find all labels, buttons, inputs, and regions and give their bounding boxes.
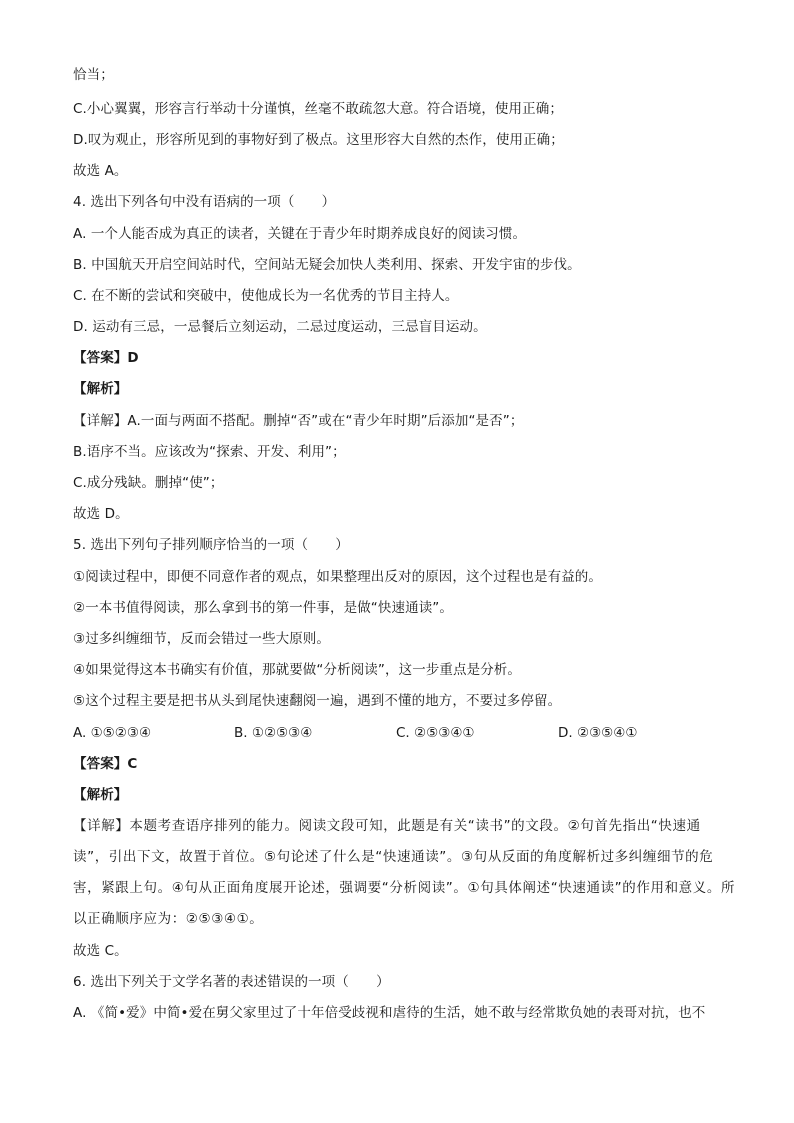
option-b: B. ①②⑤③④: [234, 725, 313, 741]
sentence-4: ④如果觉得这本书确实有价值，那就要做“分析阅读”，这一步重点是分析。: [73, 662, 521, 678]
text-line: 故选 D。: [73, 506, 129, 522]
option-d: D. 运动有三忌，一忌餐后立刻运动，二忌过度运动，三忌盲目运动。: [73, 319, 487, 335]
option-b: B. 中国航天开启空间站时代，空间站无疑会加快人类利用、探索、开发宇宙的步伐。: [73, 257, 581, 273]
text-line: C.小心翼翼，形容言行举动十分谨慎，丝毫不敢疏忽大意。符合语境，使用正确；: [73, 101, 563, 117]
analysis-label: 【解析】: [73, 381, 128, 397]
text-line: 故选 A。: [73, 163, 128, 179]
option-a: A. 《简•爱》中简•爱在舅父家里过了十年倍受歧视和虐待的生活，她不敢与经常欺负她的表哥对抗，也不: [73, 1005, 706, 1021]
answer-label: 【答案】D: [73, 350, 139, 366]
option-a: A. ①⑤②③④: [73, 725, 152, 741]
question-4-stem: 4. 选出下列各句中没有语病的一项（ ）: [73, 194, 336, 210]
sentence-5: ⑤这个过程主要是把书从头到尾快速翻阅一遍，遇到不懂的地方，不要过多停留。: [73, 693, 562, 709]
text-line: 故选 C。: [73, 943, 128, 959]
question-6-stem: 6. 选出下列关于文学名著的表述错误的一项（ ）: [73, 974, 390, 990]
text-line: D.叹为观止，形容所见到的事物好到了极点。这里形容大自然的杰作，使用正确；: [73, 132, 564, 148]
detail-line: 【详解】A.一面与两面不搭配。删掉“否”或在“青少年时期”后添加“是否”；: [73, 413, 524, 429]
question-5-stem: 5. 选出下列句子排列顺序恰当的一项（ ）: [73, 537, 349, 553]
option-c: C. 在不断的尝试和突破中，使他成长为一名优秀的节目主持人。: [73, 288, 459, 304]
sentence-3: ③过多纠缠细节，反而会错过一些大原则。: [73, 631, 331, 647]
detail-line: B.语序不当。应该改为“探索、开发、利用”；: [73, 444, 346, 460]
sentence-1: ①阅读过程中，即便不同意作者的观点，如果整理出反对的原因，这个过程也是有益的。: [73, 569, 603, 585]
answer-label: 【答案】C: [73, 756, 138, 772]
detail-paragraph: 【详解】本题考查语序排列的能力。阅读文段可知，此题是有关“读书”的文段。②句首先指出“快速通读”，引出下文，故置于首位。⑤句论述了什么是“快速通读”。③句从反面的角度解析过多纠缠细节的危害，紧跟上句。④句从正面角度展开论述，强调要“分析阅读”。①句具体阐述“快速通读”的作用和意义。所以正确顺序应为：②⑤③④①。: [73, 818, 736, 927]
analysis-label: 【解析】: [73, 787, 128, 803]
detail-line: C.成分残缺。删掉“使”；: [73, 475, 224, 491]
sentence-2: ②一本书值得阅读，那么拿到书的第一件事，是做“快速通读”。: [73, 600, 453, 616]
text-line: 恰当；: [73, 67, 114, 83]
option-d: D. ②③⑤④①: [558, 725, 638, 741]
option-a: A. 一个人能否成为真正的读者，关键在于青少年时期养成良好的阅读习惯。: [73, 226, 527, 242]
option-c: C. ②⑤③④①: [396, 725, 475, 741]
